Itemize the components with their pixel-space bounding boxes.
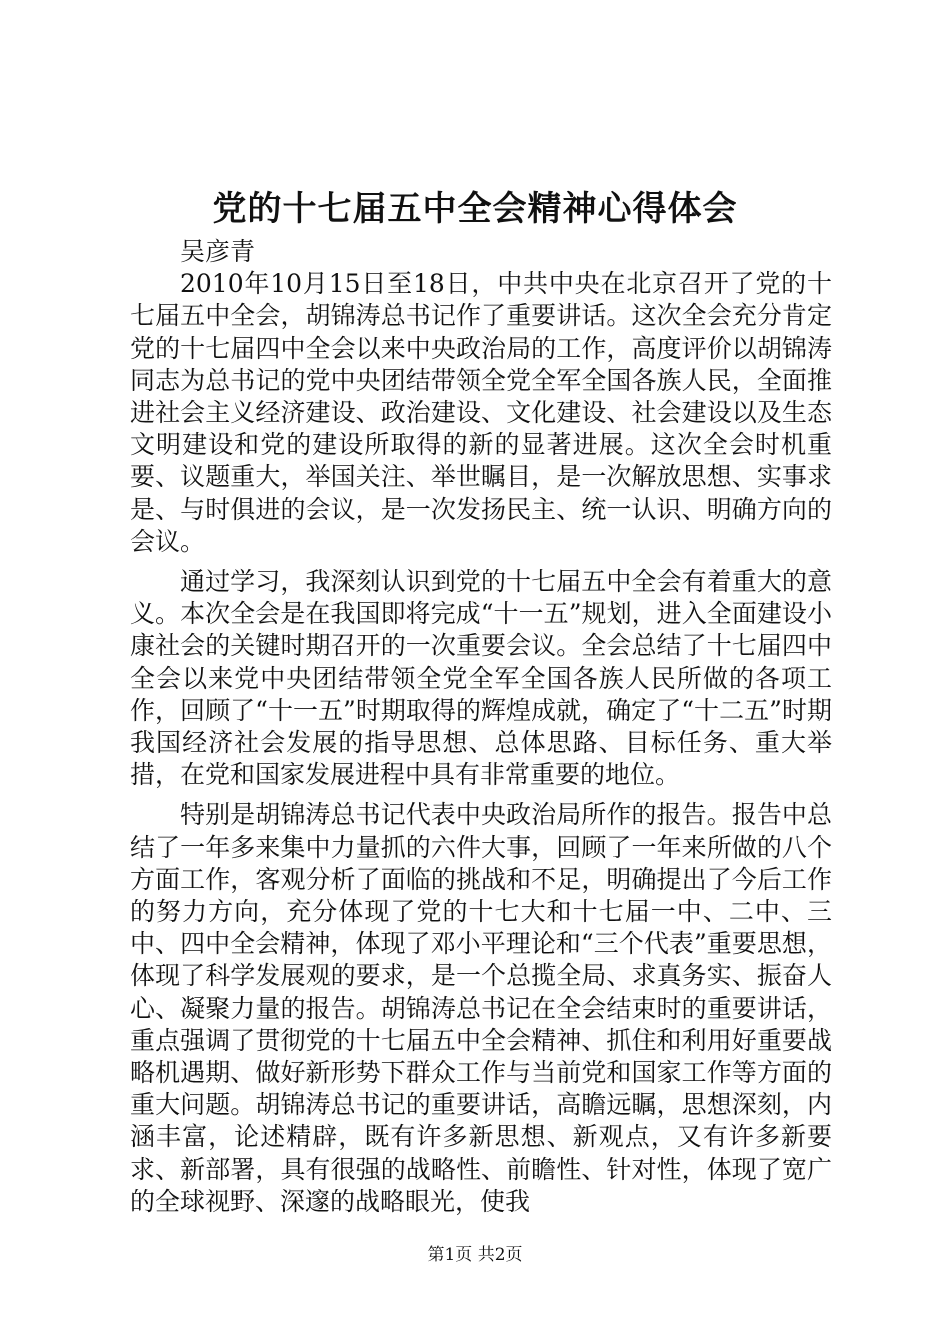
document-body (130, 236, 832, 1226)
paragraph-2: 通过学习，我深刻认识到党的十七届五中全会有着重大的意义。本次全会是在我国即将完成“十一五”规划，进入全面建设小康社会的关键时期召开的一次重要会议。全会总结了十七届四中全会以来党中央团结带领全党全军全国各族人民所做的各项工作，回顾了“十一五”时期取得的辉煌成就，确定了“十二五”时期我国经济社会发展的指导思想、总体思路、目标任务、重大举措，在党和国家发展进程中具有非常重要的地位。 (130, 567, 832, 790)
paragraph-3: 特别是胡锦涛总书记代表中央政治局所作的报告。报告中总结了一年多来集中力量抓的六件大事，回顾了一年来所做的八个方面工作，客观分析了面临的挑战和不足，明确提出了今后工作的努力方向，充分体现了党的十七大和十七届一中、二中、三中、四中全会精神，体现了邓小平理论和“三个代表”重要思想，体现了科学发展观的要求，是一个总揽全局、求真务实、振奋人心、凝聚力量的报告。胡锦涛总书记在全会结束时的重要讲话，重点强调了贯彻党的十七届五中全会精神、抓住和利用好重要战略机遇期、做好新形势下群众工作与当前党和国家工作等方面的重大问题。胡锦涛总书记的重要讲话，高瞻远瞩，思想深刻，内涵丰富，论述精辟，既有许多新思想、新观点，又有许多新要求、新部署，具有很强的战略性、前瞻性、针对性，体现了宽广的全球视野、深邃的战略眼光，使我 (130, 800, 832, 1216)
document-title: 党的十七届五中全会精神心得体会 (212, 189, 738, 229)
paragraph-1: 2010年10月15日至18日，中共中央在北京召开了党的十七届五中全会，胡锦涛总书记作了重要讲话。这次全会充分肯定党的十七届四中全会以来中央政治局的工作，高度评价以胡锦涛同志为总书记的党中央团结带领全党全军全国各族人民，全面推进社会主义经济建设、政治建设、文化建设、社会建设以及生态文明建设和党的建设所取得的新的显著进展。这次全会时机重要、议题重大，举国关注、举世瞩目，是一次解放思想、实事求是、与时俱进的会议，是一次发扬民主、统一认识、明确方向的会议。 (130, 269, 832, 556)
author-name: 吴彦青 (180, 237, 256, 266)
page-number-footer: 第1页 共2页 (427, 1245, 523, 1265)
